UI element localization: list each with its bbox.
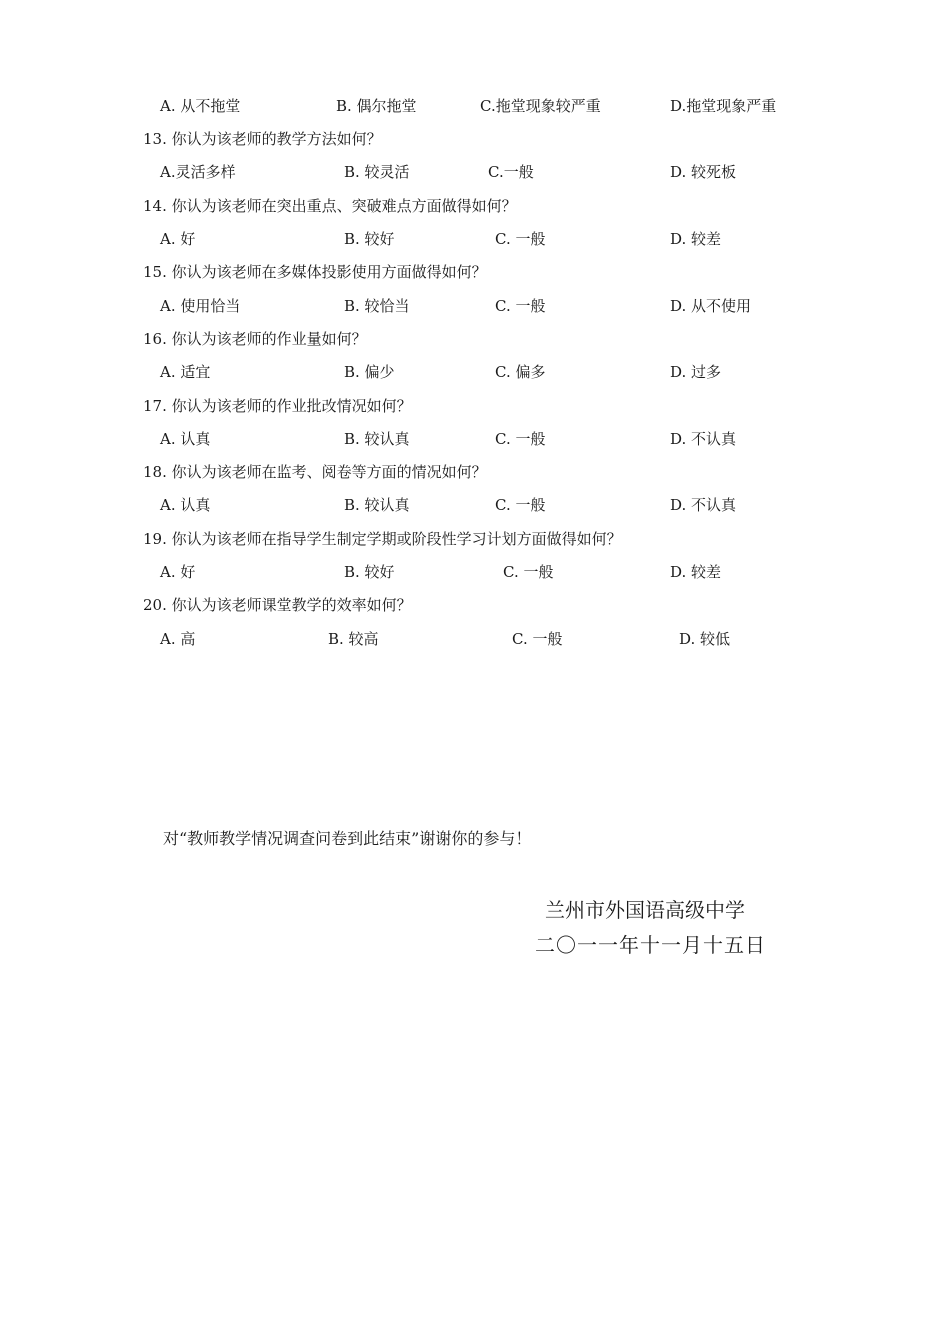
option-a: A. 使用恰当 [160, 297, 241, 315]
question-16: 16. 你认为该老师的作业量如何？ [143, 330, 367, 348]
option-c: C. 一般 [512, 630, 563, 648]
question-18: 18. 你认为该老师在监考、阅卷等方面的情况如何？ [143, 463, 487, 481]
option-b: B. 偶尔拖堂 [336, 97, 417, 115]
closing-note: 对“教师教学情况调查问卷到此结束”谢谢你的参与！ [163, 829, 532, 848]
option-c: C. 一般 [495, 496, 546, 514]
option-b: B. 较恰当 [344, 297, 410, 315]
option-c: C. 一般 [503, 563, 554, 581]
option-a: A. 高 [160, 630, 196, 648]
option-c: C.一般 [488, 163, 534, 181]
option-b: B. 较好 [344, 230, 395, 248]
option-a: A. 认真 [160, 496, 211, 514]
option-d: D. 不认真 [670, 430, 737, 448]
option-a: A. 好 [160, 563, 196, 581]
option-d: D.拖堂现象严重 [670, 97, 777, 115]
question-20: 20. 你认为该老师课堂教学的效率如何？ [143, 596, 412, 614]
question-17: 17. 你认为该老师的作业批改情况如何？ [143, 397, 412, 415]
question-13: 13. 你认为该老师的教学方法如何？ [143, 130, 382, 148]
option-d: D. 从不使用 [670, 297, 752, 315]
option-d: D. 较死板 [670, 163, 737, 181]
option-c: C. 偏多 [495, 363, 546, 381]
option-c: C.拖堂现象较严重 [480, 97, 601, 115]
option-a: A. 好 [160, 230, 196, 248]
option-a: A. 适宜 [160, 363, 211, 381]
option-d: D. 较差 [670, 230, 722, 248]
option-b: B. 较高 [328, 630, 379, 648]
school-name: 兰州市外国语高级中学 [545, 898, 745, 922]
document-date: 二〇一一年十一月十五日 [535, 933, 766, 957]
option-b: B. 偏少 [344, 363, 395, 381]
option-d: D. 不认真 [670, 496, 737, 514]
option-c: C. 一般 [495, 297, 546, 315]
option-b: B. 较认真 [344, 430, 410, 448]
option-b: B. 较认真 [344, 496, 410, 514]
question-14: 14. 你认为该老师在突出重点、突破难点方面做得如何？ [143, 197, 517, 215]
option-d: D. 较差 [670, 563, 722, 581]
option-d: D. 较低 [679, 630, 731, 648]
option-b: B. 较好 [344, 563, 395, 581]
option-a: A. 从不拖堂 [160, 97, 241, 115]
option-c: C. 一般 [495, 430, 546, 448]
question-15: 15. 你认为该老师在多媒体投影使用方面做得如何？ [143, 263, 487, 281]
option-c: C. 一般 [495, 230, 546, 248]
option-a: A.灵活多样 [160, 163, 236, 181]
option-d: D. 过多 [670, 363, 722, 381]
question-19: 19. 你认为该老师在指导学生制定学期或阶段性学习计划方面做得如何？ [143, 530, 622, 548]
option-b: B. 较灵活 [344, 163, 410, 181]
option-a: A. 认真 [160, 430, 211, 448]
